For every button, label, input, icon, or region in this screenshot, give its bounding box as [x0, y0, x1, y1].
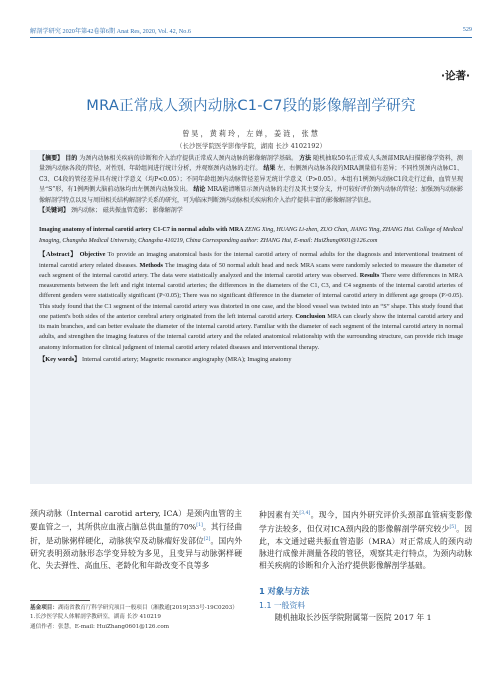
- results-en-label: Results: [359, 271, 380, 279]
- abstract-en: [39, 250, 463, 353]
- english-title-block: [39, 225, 463, 246]
- abstract-cn: [39, 154, 463, 206]
- keywords-en: [39, 355, 463, 365]
- citation: [5]: [449, 524, 457, 530]
- corresponding-author: Corresponding author: ZHANG Hui, E-mail: HuiZhang0601@126.com: [202, 237, 378, 244]
- keywords-label: 【关键词】: [39, 207, 70, 215]
- objective-en-label: Objective: [79, 251, 106, 259]
- abstract-box: [30, 150, 472, 484]
- abstract-en-label: 【Abstract】: [39, 251, 78, 259]
- english-authors: ZENG Xing, HUANG Li-zhen, ZUO Chan, JIANG Ying, ZHANG Hui. College of Medical Imaging, Changsha Medical University, Changsha 410219, China: [39, 227, 463, 244]
- section-tag: ·论著·: [441, 70, 470, 82]
- corresponding-note: 通信作者：张慧，E-mail: HuiZhang0601@126.com: [30, 623, 170, 630]
- author-affiliation-note: 1.长沙医学院人体解剖学教研室，湖南 长沙 410219: [30, 614, 161, 621]
- citation: [3,4]: [299, 511, 311, 516]
- citation: [1]: [196, 523, 203, 529]
- article-title: MRA正常成人颈内动脉C1-C7段的影像解剖学研究: [86, 97, 416, 114]
- body-left-column: [30, 508, 242, 573]
- body-text: 随机抽取长沙医学院附属第一医院 2017 年 1: [274, 613, 432, 622]
- methods-en-label: Methods: [139, 261, 163, 269]
- footnote-divider: [30, 600, 90, 601]
- results-text: 左、右侧颈内动脉各段的MRA测量值有差异；不同性别颈内动脉C1、C3、C4段的管径差异具有统计学意义（均P<0.05）；不同年龄组颈内动脉管径差异无统计学意义（P>0.05）。本组有1例颈内动脉C1段走行迂曲，血管呈现呈“S”形，有1例两侧大脑前动脉均由左侧颈内动脉发出。: [39, 165, 463, 194]
- body-right-column: [259, 508, 472, 573]
- body-text: 。国内外研究表明颈动脉形态学变异较为多见，且变异与动脉粥样硬化、失去弹性、高血压、老龄化和年龄改变不良等多: [30, 536, 243, 571]
- subsection-heading: 1.1 一般资料: [259, 601, 306, 610]
- english-title: Imaging anatomy of internal carotid artery C1-C7 in normal adults with MRA: [39, 227, 244, 234]
- conclusion-en-text: MRA can clearly show the internal carotid artery and its main branches, and can better evaluate the diameter of the internal carotid artery. Familiar with the diameter of each segment of the internal carotid artery in normal adults, and strengthen the imaging features of the internal carotid artery and the related anatomical relationship with the surrounding structure, can provide rich image anatomy information for clinical judgment of internal carotid artery related diseases and interventional therapy.: [39, 312, 464, 351]
- methods-label: 方法: [299, 155, 312, 162]
- funding-label: 基金项目：: [30, 605, 58, 611]
- section-heading: 1 对象与方法: [259, 586, 310, 596]
- keywords-text: 颈内动脉； 磁共振血管造影； 影像解剖学: [70, 207, 183, 215]
- conclusion-en-label: Conclusion: [295, 312, 326, 320]
- affiliation: （长沙医学院医学影像学院，湖南 长沙 4102192）: [175, 142, 327, 150]
- conclusion-label: 结论: [193, 186, 206, 194]
- keywords-en-text: Internal carotid artery; Magnetic resonance angiography (MRA); Imaging anatomy: [82, 355, 292, 363]
- citation: [2]: [203, 537, 211, 543]
- body-text: 。其行径曲折，是动脉粥样硬化，动脉狭窄及动脉瘤好发部位: [30, 522, 243, 546]
- keywords-en-label: 【Key words】: [39, 355, 81, 363]
- body-text: 种因素有关: [259, 510, 300, 520]
- objective-en-text: To provide an imaging anatomical basis for the internal carotid artery of normal adults for the diagnosis and interventional treatment of internal carotid artery related diseases.: [39, 251, 463, 269]
- journal-info: 解剖学研究 2020年第42卷第6期 Anat Res, 2020, Vol. 42, No.6: [30, 28, 191, 35]
- conclusion-text: MRA能清晰显示颈内动脉的走行及其主要分支，并可较好评价颈内动脉的管径；加强颈内动脉影像解剖学特点以及与周围相关结构解剖学关系的研究，可为临床判断颈内动脉相关疾病和介入治疗提供丰富的影像解剖学信息。: [39, 186, 463, 204]
- objective-text: 为颈内动脉相关疾病的诊断和介入治疗提供正常成人颈内动脉的影像解剖学基础。: [79, 155, 298, 162]
- body-text: 。现今，国内外研究评价头颈部血管病变影像学方法较多，但仅对ICA颈内段的影像解剖学研究较少: [259, 510, 472, 534]
- objective-label: 目的: [65, 155, 78, 162]
- funding-footnote: [30, 604, 242, 632]
- methods-text: 随机抽取50名正常成人头颈部MRA扫描影像学资料，测量颈内动脉各段的管径，对性别、年龄组间进行统计分析，并观察颈内动脉的走行。: [39, 155, 463, 173]
- results-en-text: There were differences in MRA measurements between the left and right internal carotid arteries; the differences in the diameters of the C1, C3, and C4 segments of the internal carotid arteries of different genders were statistically significant (P<0.05); There was no significant difference in the diameter of internal carotid artery in different age groups (P>0.05). This study found that the C1 segment of the internal carotid artery was distorted in one case, and the blood vessel was twisted into an “S” shape. This study found that one patient's both sides of the anterior cerebral artery originated from the left internal carotid artery.: [39, 271, 464, 320]
- page-number: 529: [462, 26, 472, 33]
- results-label: 结果: [263, 165, 276, 173]
- header-divider: [30, 37, 472, 38]
- body-text: 颈内动脉（Internal carotid artery, ICA）是颈内血管的主要血管之一，其所供应血液占脑总供血量的70%: [30, 509, 242, 532]
- authors: 曾昊，黄莉玲，左婵，姜涟，张慧: [182, 129, 320, 138]
- body-text: 。因此，本文通过磁共振血管造影（MRA）对正常成人的颈内动脉进行成像并测量各段的管径，观察其走行特点，为颈内动脉相关疾病的诊断和介入治疗提供影像解剖学基础。: [259, 524, 472, 571]
- keywords-cn: [39, 206, 463, 216]
- abstract-label: 【摘要】: [39, 155, 64, 162]
- methods-en-text: The imaging data of 50 normal adult head and neck MRA scans were randomly selected to measure the diameter of each segment of the internal carotid artery. The data were statistically analyzed and the internal carotid artery was observed.: [39, 261, 463, 279]
- funding-text: 湖南省教育厅科学研究项目一般项目（湘教通[2019]353号-19C0203）: [57, 605, 238, 611]
